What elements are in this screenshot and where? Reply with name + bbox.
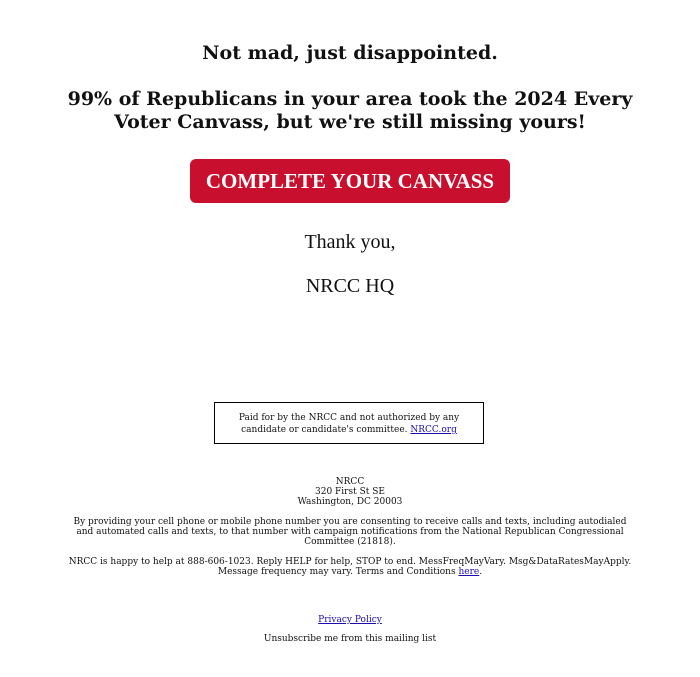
signoff-signature: NRCC HQ [305,275,395,297]
help-text-body: NRCC is happy to help at 888-606-1023. Reply HELP for help, STOP to end. MessFreqMayVary. Msg&DataRatesMayApply. Message frequency may vary. Terms and Conditions [68,557,632,577]
headline-secondary: 99% of Republicans in your area took the 2024 Every Voter Canvass, but we're still missing yours! [67,88,633,133]
disclaimer-text: Paid for by the NRCC and not authorized by any candidate or candidate's committee. [238,413,460,435]
sms-consent-text: By providing your cell phone or mobile phone number you are consenting to receive calls and texts, including autodialed and automated calls and texts, to that number with campaign notifications from the National Republican Congressional Committee (21818). [73,517,627,547]
address-city: Washington, DC 20003 [297,497,403,507]
nrcc-org-link[interactable]: NRCC.org [410,425,457,435]
help-text [64,557,636,577]
help-text-tail: . [479,567,483,577]
address-street: 320 First St SE [315,487,385,497]
headline-primary: Not mad, just disappointed. [202,42,498,64]
address-org: NRCC [335,477,365,487]
mailing-address [0,477,700,507]
paid-for-disclaimer [214,402,484,444]
privacy-policy-link[interactable]: Privacy Policy [318,615,382,625]
unsubscribe-link[interactable]: Unsubscribe me from this mailing list [263,634,437,644]
privacy-policy-row [0,614,700,626]
signoff-thanks: Thank you, [304,231,396,253]
complete-canvass-button[interactable]: COMPLETE YOUR CANVASS [190,159,510,203]
terms-link[interactable]: here [458,567,480,577]
